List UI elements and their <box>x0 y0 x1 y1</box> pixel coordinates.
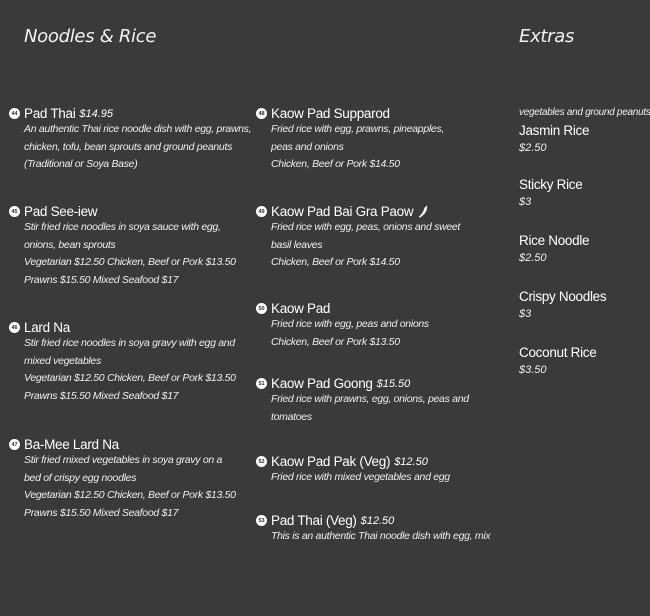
extra-item <box>519 344 647 378</box>
extras-title: Extras <box>519 26 575 47</box>
item-name: Ba-Mee Lard Na <box>24 437 119 452</box>
item-description-line: Fried rice with egg, peas and onions <box>271 318 429 330</box>
menu-item-header <box>256 106 444 121</box>
item-description-line: Fried rice with mixed vegetables and egg <box>271 471 450 483</box>
item-description-line: chicken, tofu, bean sprouts and ground peanuts <box>24 140 233 153</box>
item-price: $14.95 <box>79 107 114 120</box>
item-description-line: mixed vegetables <box>24 354 101 367</box>
menu-item <box>9 320 236 405</box>
item-description-line: Fried rice with prawns, egg, onions, peas and <box>271 393 469 405</box>
extra-item-price: $3 <box>519 196 532 208</box>
item-description-line: An authentic Thai rice noodle dish with egg, prawns, <box>24 123 252 135</box>
menu-item <box>256 454 450 487</box>
item-description-line: bed of crispy egg noodles <box>24 471 137 484</box>
extra-item-name: Coconut Rice <box>519 345 597 360</box>
item-description-line: Vegetarian $12.50 Chicken, Beef or Pork $13.50 <box>24 256 236 268</box>
menu-item-header <box>256 376 469 391</box>
item-name: Kaow Pad Goong <box>271 376 373 391</box>
item-description-line: Chicken, Beef or Pork $14.50 <box>271 158 400 170</box>
item-number-badge: 49 <box>256 206 267 217</box>
item-description-line: onions, bean sprouts <box>24 238 116 251</box>
item-price: $12.50 <box>360 514 395 527</box>
item-name: Lard Na <box>24 320 70 335</box>
item-name: Pad Thai <box>24 106 76 121</box>
menu-item-header <box>256 513 490 528</box>
menu-item <box>9 204 236 289</box>
item-description-line: Prawns $15.50 Mixed Seafood $17 <box>24 506 179 519</box>
item-description-line: Fried rice with egg, peas, onions and sweet <box>271 221 461 233</box>
extras-carryover-text: vegetables and ground peanuts <box>519 107 650 118</box>
item-description-line: Stir fried rice noodles in soya sauce with egg, <box>24 221 221 233</box>
extra-item-name: Rice Noodle <box>519 233 590 248</box>
menu-item <box>256 301 429 351</box>
item-description-line: Stir fried mixed vegetables in soya gravy on a <box>24 454 223 466</box>
menu-item <box>256 204 460 272</box>
menu-item <box>256 376 469 426</box>
item-description-line: Vegetarian $12.50 Chicken, Beef or Pork $13.50 <box>24 489 236 501</box>
item-description-line: Chicken, Beef or Pork $14.50 <box>271 256 400 268</box>
item-number-badge: 47 <box>9 439 20 450</box>
item-number-badge: 46 <box>9 322 20 333</box>
item-price: $15.50 <box>376 377 411 390</box>
item-name: Kaow Pad Bai Gra Paow <box>271 204 414 219</box>
item-number-badge: 52 <box>256 456 267 467</box>
extra-item-price: $2.50 <box>519 252 547 264</box>
item-number-badge: 51 <box>256 378 267 389</box>
menu-item-header <box>9 320 236 335</box>
menu-item-header <box>9 437 236 452</box>
extra-item <box>519 176 647 210</box>
item-name: Pad See-iew <box>24 204 98 219</box>
item-name: Pad Thai (Veg) <box>271 513 357 528</box>
item-name: Kaow Pad <box>271 301 331 316</box>
extra-item-price: $3.50 <box>519 364 547 376</box>
extra-item-price: $2.50 <box>519 142 547 154</box>
menu-item <box>256 106 444 174</box>
item-description-line: This is an authentic Thai noodle dish with egg, mix <box>271 530 491 542</box>
menu-item-header <box>256 454 450 469</box>
chili-pepper-icon <box>418 205 428 218</box>
extra-item <box>519 122 647 156</box>
menu-item <box>9 437 236 522</box>
menu-item-header <box>9 204 236 219</box>
extra-item-price: $3 <box>519 308 532 320</box>
item-description-line: Prawns $15.50 Mixed Seafood $17 <box>24 389 179 402</box>
item-description-line: Prawns $15.50 Mixed Seafood $17 <box>24 273 179 286</box>
menu-item-header <box>9 106 251 121</box>
item-description-line: Vegetarian $12.50 Chicken, Beef or Pork $13.50 <box>24 372 236 384</box>
extra-item-name: Jasmin Rice <box>519 123 590 138</box>
extra-item <box>519 288 647 322</box>
item-number-badge: 45 <box>9 206 20 217</box>
extra-item-name: Crispy Noodles <box>519 289 607 304</box>
item-name: Kaow Pad Pak (Veg) <box>271 454 391 469</box>
item-number-badge: 53 <box>256 515 267 526</box>
menu-item <box>9 106 251 174</box>
item-name: Kaow Pad Supparod <box>271 106 390 121</box>
item-description-line: (Traditional or Soya Base) <box>24 158 138 170</box>
item-description-line: basil leaves <box>271 238 323 251</box>
extras-list <box>519 122 647 378</box>
menu-item-header <box>256 301 429 316</box>
item-number-badge: 44 <box>9 108 20 119</box>
item-description-line: tomatoes <box>271 410 312 423</box>
menu-item-header <box>256 204 460 219</box>
item-number-badge: 50 <box>256 303 267 314</box>
extras-column <box>519 106 650 400</box>
item-description-line: Stir fried rice noodles in soya gravy with egg and <box>24 337 235 349</box>
menu-item <box>256 513 490 546</box>
extra-item <box>519 232 647 266</box>
extra-item-name: Sticky Rice <box>519 177 583 192</box>
item-number-badge: 48 <box>256 108 267 119</box>
noodles-rice-title: Noodles & Rice <box>24 26 157 47</box>
item-description-line: Chicken, Beef or Pork $13.50 <box>271 335 400 348</box>
item-description-line: peas and onions <box>271 140 344 153</box>
item-price: $12.50 <box>394 455 428 468</box>
item-description-line: Fried rice with egg, prawns, pineapples, <box>271 123 445 135</box>
